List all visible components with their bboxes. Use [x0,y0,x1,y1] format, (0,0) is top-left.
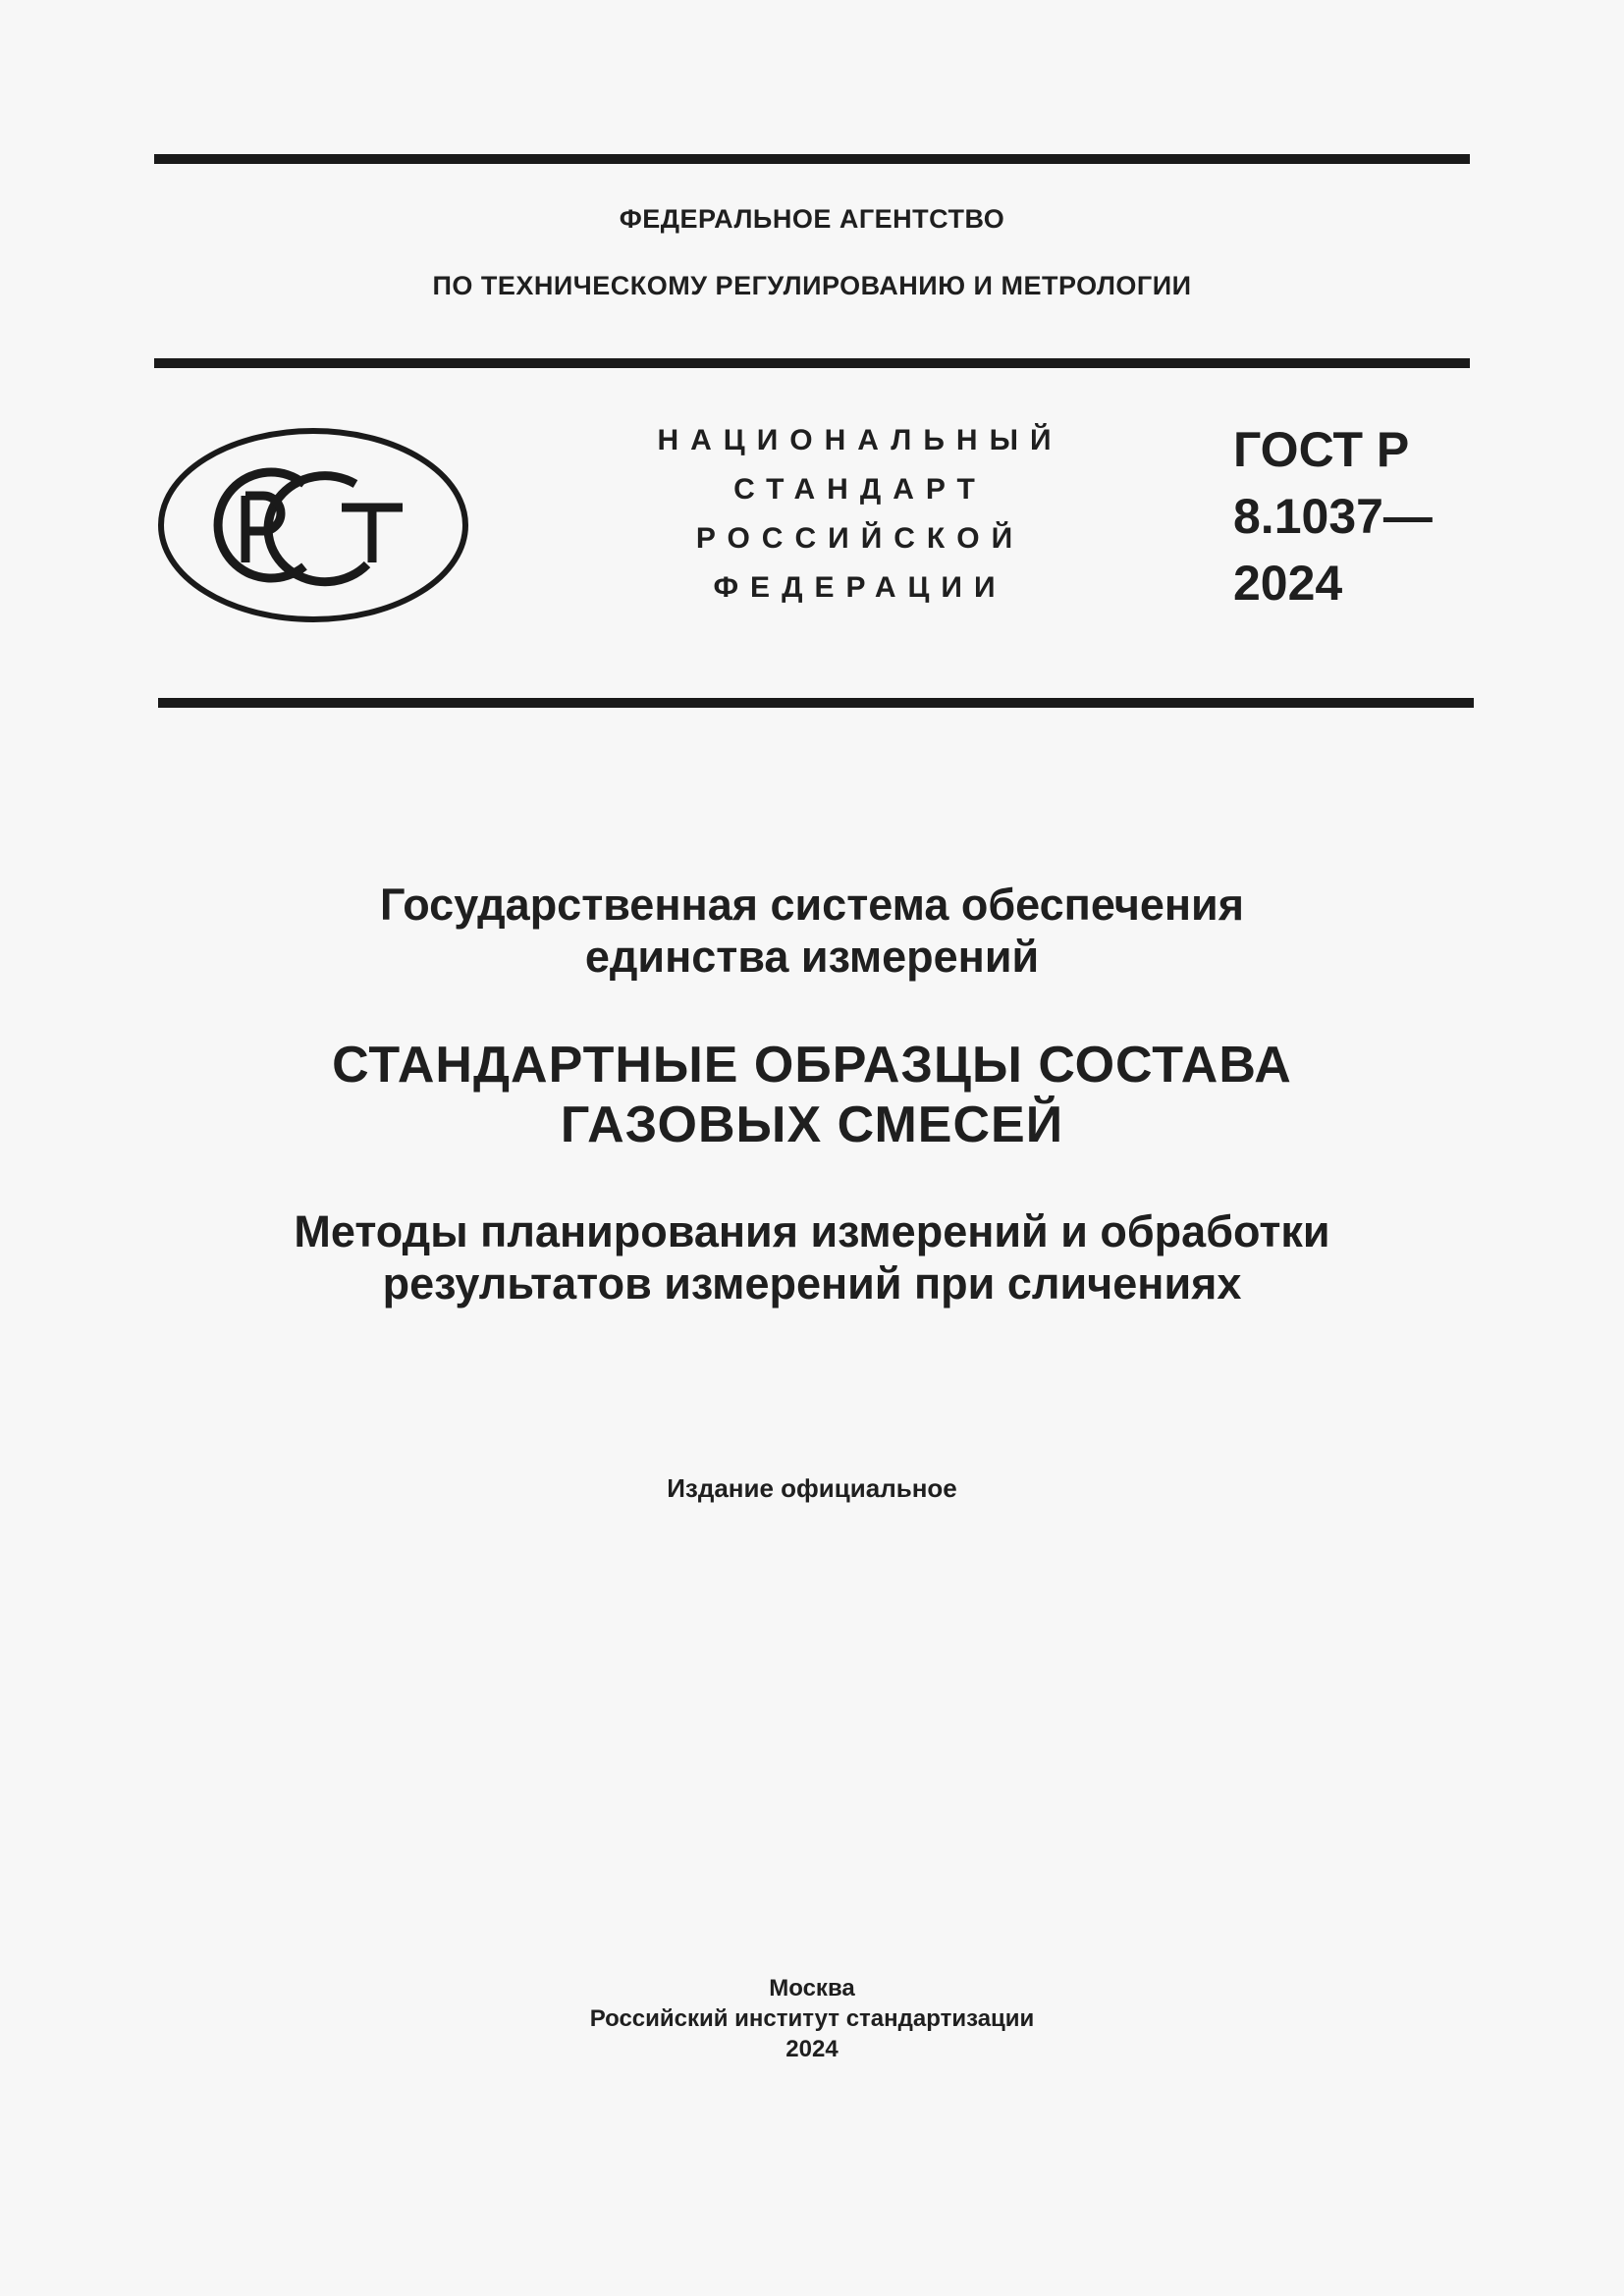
system-title [154,879,1470,983]
rst-certification-logo-icon [157,427,469,623]
agency-name-line1: ФЕДЕРАЛЬНОЕ АГЕНТСТВО [619,204,1005,234]
publisher-institute: Российский институт стандартизации [589,2005,1035,2032]
agency-name-line2: ПО ТЕХНИЧЕСКОМУ РЕГУЛИРОВАНИЮ И МЕТРОЛОГИИ [432,271,1192,300]
subtitle-line1: Методы планирования измерений и обработки [294,1206,1330,1256]
national-standard-line3: РОССИЙСКОЙ [695,522,1025,555]
gost-code-line1: ГОСТ Р [1233,422,1410,477]
subtitle-line2: результатов измерений при сличениях [382,1258,1242,1308]
national-standard-line4: ФЕДЕРАЦИИ [713,571,1007,604]
system-title-line1: Государственная система обеспечения [380,880,1244,930]
gost-code-line3: 2024 [1233,556,1343,611]
gost-code [1233,416,1433,616]
system-title-line2: единства измерений [584,932,1040,982]
publisher-year: 2024 [785,2036,839,2062]
national-standard-line2: СТАНДАРТ [733,473,987,506]
main-title-line1: СТАНДАРТНЫЕ ОБРАЗЦЫ СОСТАВА [332,1037,1292,1094]
main-title [154,1036,1470,1155]
edition-label: Издание официальное [667,1473,957,1503]
gost-code-line2: 8.1037— [1233,489,1433,544]
national-standard-line1: НАЦИОНАЛЬНЫЙ [657,424,1063,456]
subtitle [154,1205,1470,1309]
logo-rule [158,698,1474,708]
top-rule [154,154,1470,164]
national-standard-label [628,416,1080,613]
publisher-city: Москва [769,1975,855,2002]
header-rule [154,358,1470,368]
publisher-info [154,1973,1470,2064]
main-title-line2: ГАЗОВЫХ СМЕСЕЙ [560,1096,1064,1153]
